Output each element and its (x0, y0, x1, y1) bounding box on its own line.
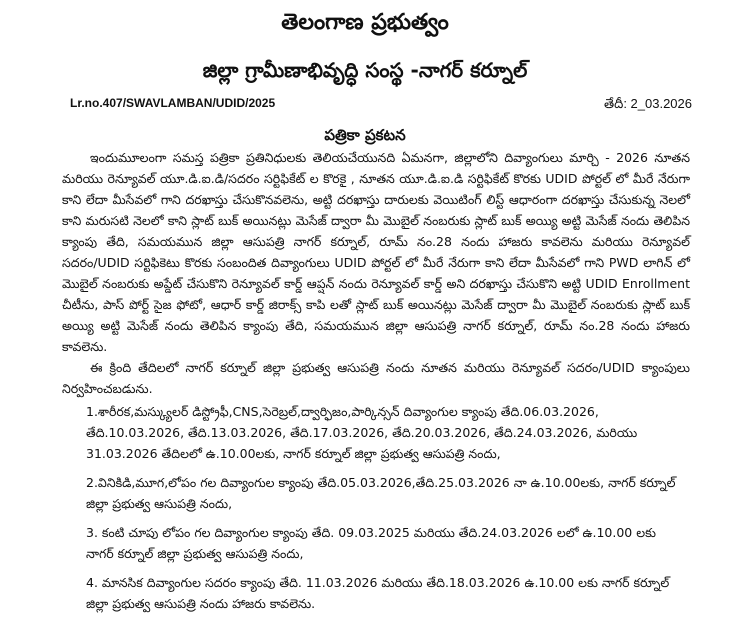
government-title: తెలంగాణ ప్రభుత్వం (281, 10, 449, 35)
camp-schedule-intro: ఈ క్రింది తేదిలలో నాగర్ కర్నూల్ జిల్లా ప్రభుత్వ ఆసుపత్రి నందు నూతన మరియు రెన్యూవల్ సదరం/UDID క్యాంపులు నిర్వహించబడును. (62, 360, 690, 396)
camp-item-vision: 3. కంటి చూపు లోపం గల దివ్యాంగుల క్యాంపు తేది. 09.03.2025 మరియు తేది.24.03.2026 లలో ఉ.10.00 లకు నాగర్ కర్నూల్ జిల్లా ప్రభుత్వ ఆసుపత్రి నందు, (86, 525, 656, 561)
reference-number: Lr.no.407/SWAVLAMBAN/UDID/2025 (70, 96, 276, 110)
agency-title: జిల్లా గ్రామీణాభివృద్ధి సంస్థ -నాగర్ కర్నూల్ (202, 58, 528, 82)
camp-list (86, 401, 686, 622)
press-release-heading: పత్రికా ప్రకటన (324, 126, 406, 144)
camp-item-mental: 4. మానసిక దివ్యాంగుల సదరం క్యాంపు తేది. 11.03.2026 మరియు తేది.18.03.2026 ఉ.10.00 లకు నాగర్ కర్నూల్ జిల్లా ప్రభుత్వ ఆసుపత్రి నందు హాజరు కావలెను. (86, 575, 670, 611)
body-text (62, 147, 690, 399)
intro-paragraph: ఇందుమూలంగా సమస్త పత్రికా ప్రతినిధులకు తెలియచేయునది ఏమనగా, జిల్లాలోని దివ్యాంగులు మార్చి - 2026 నూతన మరియు రెన్యూవల్ యూ.డి.ఐ.డి/సదరం సర్టిఫికేట్ ల కొరకై , నూతన యూ.డి.ఐ.డి సర్టిఫికేట్ కొరకు UDID పోర్టల్ లో మీరే నేరుగా కాని లేదా మీసేవలో గాని దరఖాస్తు చేసుకొనవలెను, అట్టి దరఖాస్తు దారులకు వెయిటింగ్ లిస్ట్ ఆధారంగా దరఖాస్తు చేసుకున్న నెలలో కాని మరుసటి నెలలో కాని స్లాట్ బుక్ అయినట్లు మెసేజ్ ద్వారా మీ మొబైల్ నంబరుకు స్లాట్ బుక్ అయ్యి అట్టి మెసేజ్ నందు తెలిపిన క్యాంపు తేది, సమయమున జిల్లా ఆసుపత్రి నాగర్ కర్నూల్, రూమ్ నం.28 నందు హాజరు కావలెను మరియు రెన్యూవల్ సదరం/UDID సర్టిఫికెటు కొరకు సంబందిత దివ్యాంగులు UDID పోర్టల్ లో మీరే నేరుగా కాని లేదా మీసేవలో గాని PWD లాగిన్ లో మొబైల్ నంబరుకు అప్డేట్ చేసుకొని రెన్యూవల్ కార్డ్ ఆప్షన్ నందు రెన్యూవల్ కార్డ్ అని దరఖాస్తు చేసుకొని అట్టి UDID Enrollment చీటీను, పాస్ పోర్ట్ సైజ ఫోటో, ఆధార్ కార్డ్ జిరాక్స్ కాపి లతో స్లాట్ బుక్ అయినట్లు మెసేజ్ ద్వారా మీ మొబైల్ నంబరుకు స్లాట్ బుక్ అయ్యి అట్టి మెసేజ్ నందు తెలిపిన క్యాంపు తేది, సమయమున జిల్లా ఆసుపత్రి నాగర్ కర్నూల్, రూమ్ నం.28 నందు హాజరు కావలెను. (62, 150, 690, 354)
camp-item-physical: 1.శారీరక,మస్క్యులర్ డిస్ట్రోఫీ,CNS,సెరెబ్రల్,ద్వార్ఫిజం,పార్కిన్సన్ దివ్యాంగుల క్యాంపు తేది.06.03.2026, తేది.10.03.2026, తేది.13.03.2026, తేది.17.03.2026, తేది.20.03.2026, తేది.24.03.2026, మరియు 31.03.2026 తేదిలలో ఉ.10.00లకు, నాగర్ కర్నూల్ జిల్లా ప్రభుత్వ ఆసుపత్రి నందు, (86, 404, 638, 461)
camp-item-hearing: 2.వినికిడి,మూగ,లోపం గల దివ్యాంగుల క్యాంపు తేది.05.03.2026,తేది.25.03.2026 నా ఉ.10.00లకు, నాగర్ కర్నూల్ జిల్లా ప్రభుత్వ ఆసుపత్రి నందు, (86, 475, 676, 511)
document-date: తేదీ: 2_03.2026 (604, 96, 692, 111)
